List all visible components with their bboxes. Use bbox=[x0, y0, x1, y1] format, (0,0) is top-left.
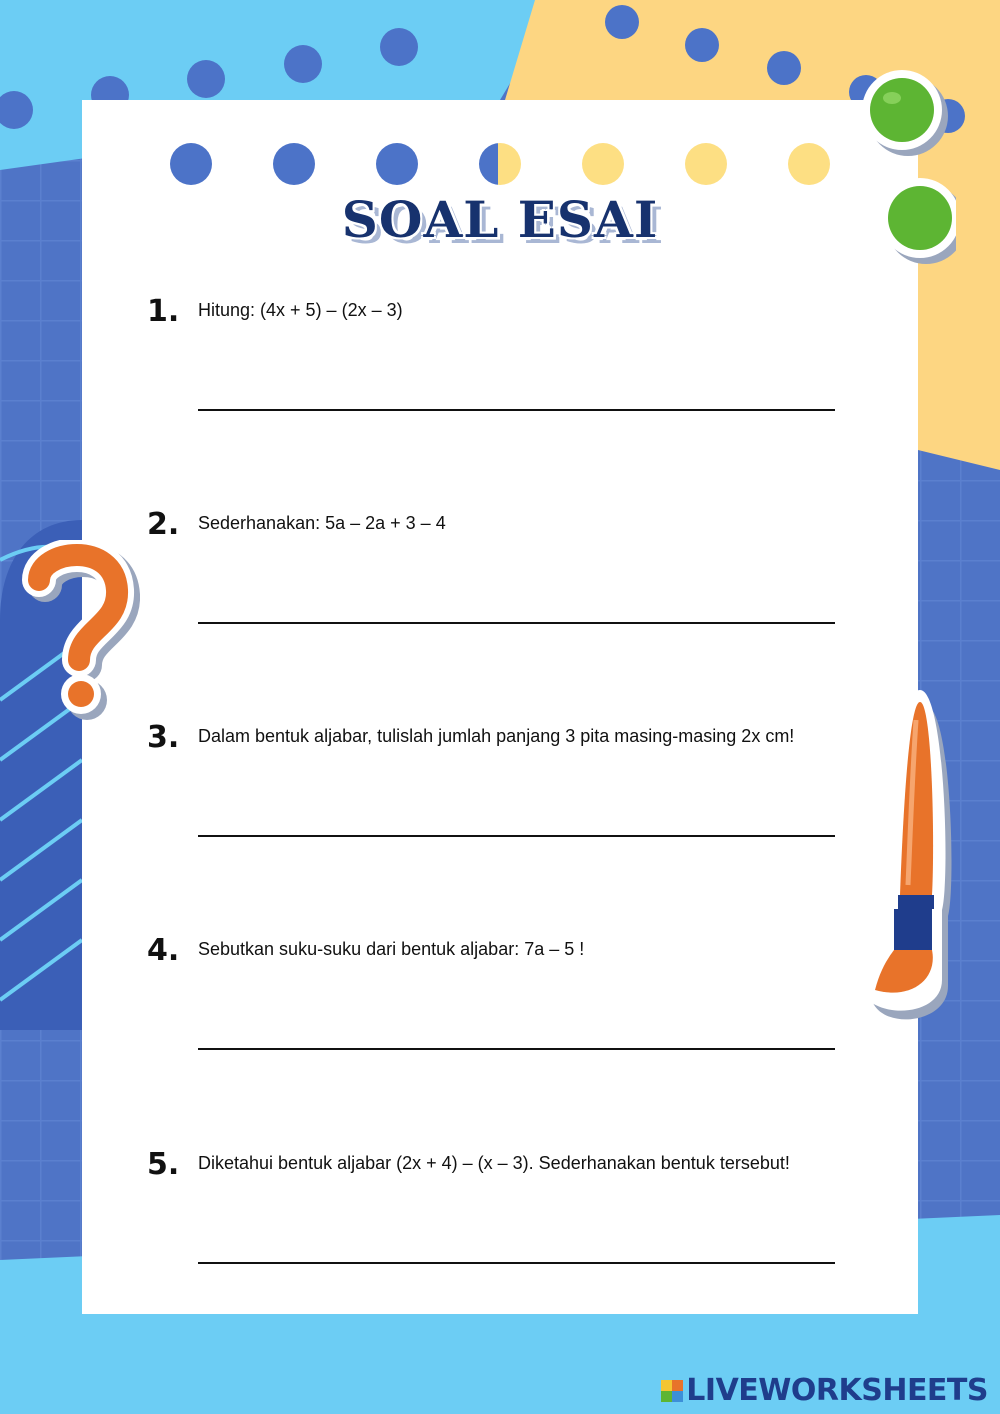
liveworksheets-logo[interactable] bbox=[661, 1373, 988, 1408]
decor-dot-blue bbox=[170, 143, 212, 185]
decor-dot-yellow bbox=[582, 143, 624, 185]
worksheet-sheet bbox=[82, 100, 918, 1314]
answer-line[interactable] bbox=[198, 1262, 835, 1264]
question-number: 5. bbox=[147, 1147, 180, 1182]
question-text: Dalam bentuk aljabar, tulislah jumlah panjang 3 pita masing-masing 2x cm! bbox=[198, 726, 795, 746]
question-text: Diketahui bentuk aljabar (2x + 4) – (x – 3). Sederhanakan bentuk tersebut! bbox=[198, 1153, 790, 1173]
question-text: Sederhanakan: 5a – 2a + 3 – 4 bbox=[198, 513, 446, 533]
question-item bbox=[0, 720, 1000, 874]
decor-dot-half bbox=[479, 143, 521, 185]
decor-dot-yellow bbox=[685, 143, 727, 185]
answer-line[interactable] bbox=[198, 409, 835, 411]
question-item bbox=[0, 507, 1000, 661]
answer-line[interactable] bbox=[198, 622, 835, 624]
question-number: 1. bbox=[147, 294, 180, 329]
question-item bbox=[0, 933, 1000, 1087]
question-number: 3. bbox=[147, 720, 180, 755]
question-text: Sebutkan suku-suku dari bentuk aljabar: 7a – 5 ! bbox=[198, 939, 585, 959]
answer-line[interactable] bbox=[198, 835, 835, 837]
decor-dot-blue bbox=[273, 143, 315, 185]
title-container bbox=[0, 190, 1000, 249]
question-item bbox=[0, 1147, 1000, 1301]
question-number: 4. bbox=[147, 933, 180, 968]
question-text: Hitung: (4x + 5) – (2x – 3) bbox=[198, 300, 403, 320]
decor-dot-blue bbox=[376, 143, 418, 185]
liveworksheets-logo-icon bbox=[661, 1380, 683, 1402]
worksheet-title: SOAL ESAI bbox=[341, 190, 659, 249]
decor-dot-yellow bbox=[788, 143, 830, 185]
question-item bbox=[0, 294, 1000, 448]
liveworksheets-logo-text: LIVEWORKSHEETS bbox=[686, 1373, 988, 1408]
question-number: 2. bbox=[147, 507, 180, 542]
answer-line[interactable] bbox=[198, 1048, 835, 1050]
